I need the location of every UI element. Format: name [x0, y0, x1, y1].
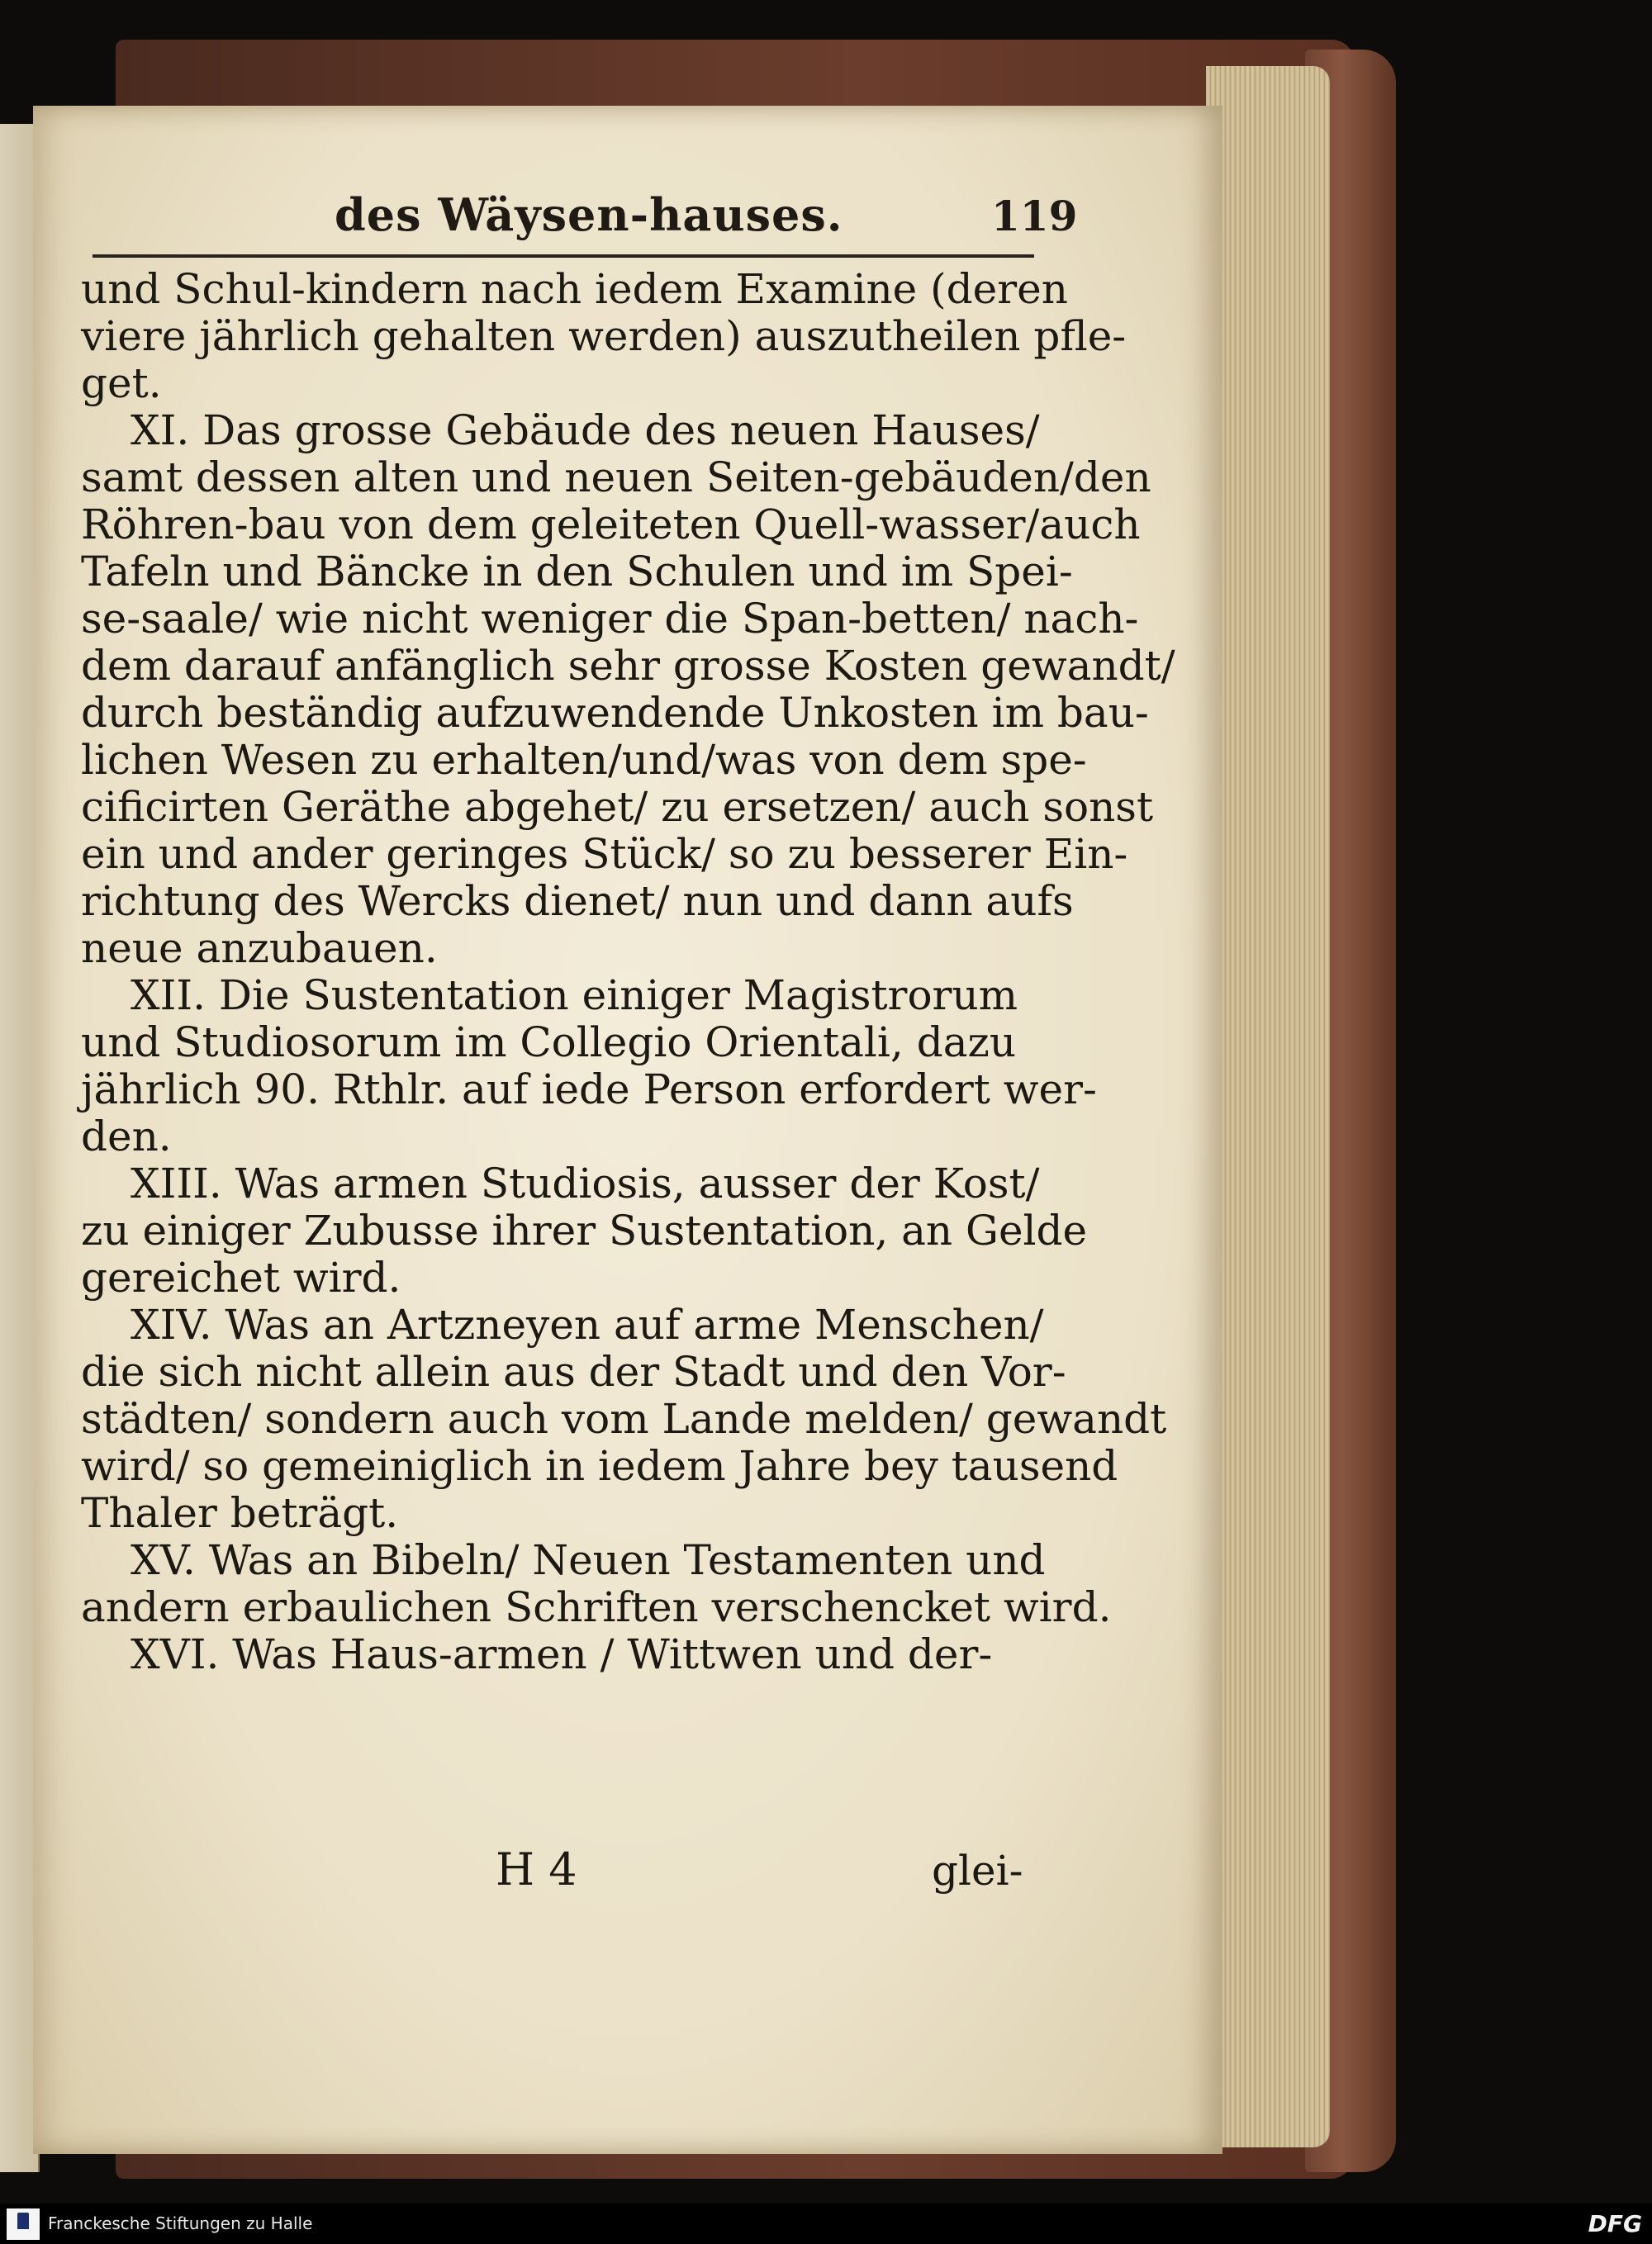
text-line: jährlich 90. Rthlr. auf iede Person erfordert wer-	[81, 1065, 1097, 1113]
text-line: XV. Was an Bibeln/ Neuen Testamenten und	[131, 1536, 1046, 1584]
text-line: gereichet wird.	[81, 1254, 401, 1302]
text-line: XI. Das grosse Gebäude des neuen Hauses/	[131, 406, 1040, 454]
text-line: XII. Die Sustentation einiger Magistrorum	[131, 971, 1018, 1019]
text-line: und Schul-kindern nach iedem Examine (deren	[81, 265, 1068, 313]
text-line: städten/ sondern auch vom Lande melden/ gewandt	[81, 1395, 1167, 1443]
text-line: samt dessen alten und neuen Seiten-gebäuden/den	[81, 453, 1151, 501]
text-line: Tafeln und Bäncke in den Schulen und im Spei-	[81, 548, 1073, 595]
text-line: se-saale/ wie nicht weniger die Span-betten/ nach-	[81, 595, 1139, 643]
page-text	[81, 265, 1175, 1678]
text-line: wird/ so gemeiniglich in iedem Jahre bey tausend	[81, 1442, 1118, 1490]
page-edges	[1206, 66, 1330, 2147]
text-line: Thaler beträgt.	[81, 1489, 399, 1537]
footer-credit: Franckesche Stiftungen zu Halle	[48, 2213, 313, 2233]
text-line: get.	[81, 359, 162, 407]
text-line: ein und ander geringes Stück/ so zu besserer Ein-	[81, 830, 1128, 878]
header-rule	[93, 254, 1034, 258]
institution-logo-icon	[7, 2208, 40, 2240]
text-line: XIV. Was an Artzneyen auf arme Menschen/	[131, 1301, 1044, 1349]
text-line: neue anzubauen.	[81, 924, 438, 972]
text-line: lichen Wesen zu erhalten/und/was von dem spe-	[81, 736, 1087, 784]
text-line: zu einiger Zubusse ihrer Sustentation, an Gelde	[81, 1207, 1088, 1255]
text-line: XIII. Was armen Studiosis, ausser der Kost/	[131, 1160, 1040, 1207]
text-line: XVI. Was Haus-armen / Wittwen und der-	[131, 1630, 993, 1678]
signature-mark: H 4	[496, 1843, 577, 1895]
footer-brand: DFG	[1588, 2210, 1642, 2237]
running-head: des Wäysen-hauses.	[335, 188, 843, 241]
text-line: cificirten Geräthe abgehet/ zu ersetzen/ auch sonst	[81, 783, 1154, 831]
text-line: die sich nicht allein aus der Stadt und den Vor-	[81, 1348, 1066, 1396]
text-line: viere jährlich gehalten werden) auszutheilen pfle-	[81, 312, 1127, 360]
text-line: und Studiosorum im Collegio Orientali, dazu	[81, 1018, 1017, 1066]
text-line: durch beständig aufzuwendende Unkosten im bau-	[81, 689, 1149, 737]
text-line: dem darauf anfänglich sehr grosse Kosten gewandt/	[81, 642, 1175, 690]
text-line: Röhren-bau von dem geleiteten Quell-wasser/auch	[81, 501, 1141, 548]
text-line: richtung des Wercks dienet/ nun und dann aufs	[81, 877, 1074, 925]
catchword: glei-	[932, 1847, 1023, 1895]
viewer-footer	[0, 2204, 1652, 2244]
page-number: 119	[991, 192, 1078, 240]
text-line: andern erbaulichen Schriften verschencket wird.	[81, 1583, 1112, 1631]
logo-mark	[17, 2213, 29, 2229]
text-line: den.	[81, 1113, 172, 1160]
